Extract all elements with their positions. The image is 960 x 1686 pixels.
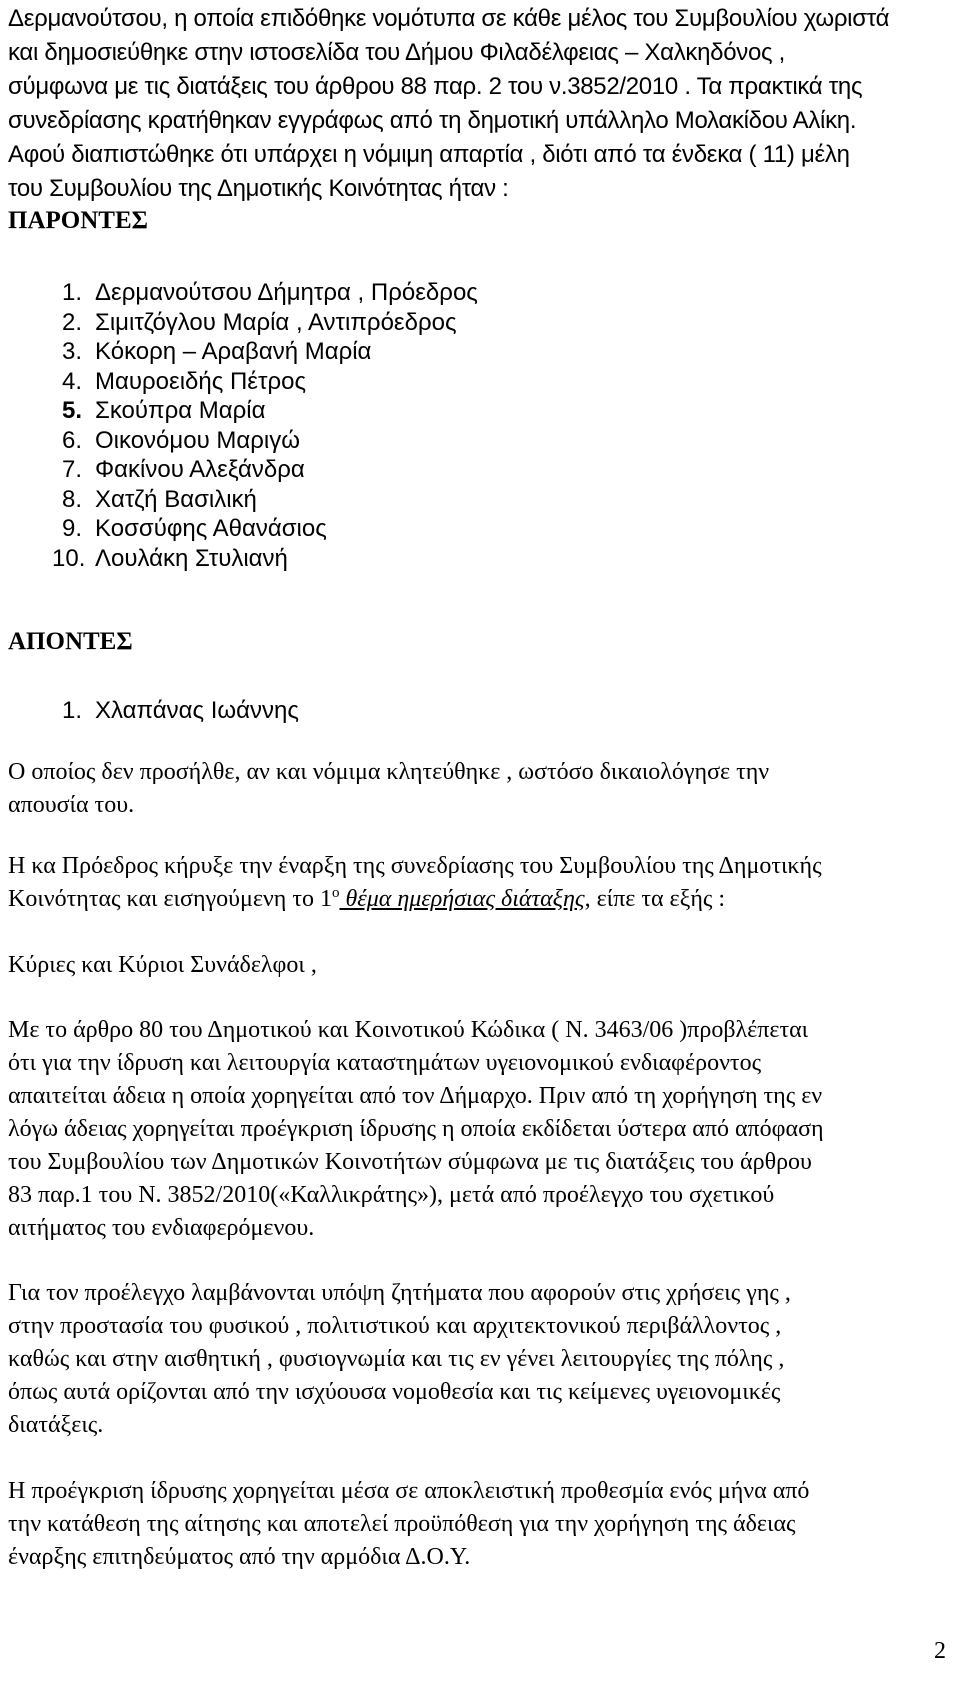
paragraph-approval	[8, 1475, 952, 1574]
list-item	[62, 455, 478, 485]
list-number: 10.	[52, 544, 86, 572]
member-name: Σιμιτζόγλου Μαρία , Αντιπρόεδρος	[95, 308, 457, 336]
paragraph-line: Η προέγκριση ίδρυσης χορηγείται μέσα σε αποκλειστική προθεσμία ενός μήνα από	[8, 1478, 810, 1504]
intro-line: του Συμβουλίου της Δημοτικής Κοινότητας ήταν :	[8, 175, 509, 202]
list-number: 3.	[62, 338, 83, 365]
member-name: Χλαπάνας Ιωάννης	[95, 697, 299, 724]
list-item	[62, 696, 299, 726]
present-heading: ΠΑΡΟΝΤΕΣ	[8, 207, 148, 234]
paragraph-line: λόγω άδειας χορηγείται προέγκριση ίδρυσης η οποία εκδίδεται ύστερα από απόφαση	[8, 1116, 824, 1142]
list-number: 7.	[62, 456, 83, 483]
paragraph-line: διατάξεις.	[8, 1412, 104, 1438]
ordinal-superscript: ο	[331, 885, 340, 901]
intro-line: Δερμανούτσου, η οποία επιδόθηκε νομότυπα σε κάθε μέλος του Συμβουλίου χωριστά	[8, 5, 890, 32]
list-item	[52, 544, 478, 574]
list-number: 5.	[62, 397, 83, 424]
member-name: Σκούπρα Μαρία	[95, 397, 266, 424]
intro-line: σύμφωνα με τις διατάξεις του άρθρου 88 παρ. 2 του ν.3852/2010 . Τα πρακτικά της	[8, 73, 863, 100]
paragraph-line: έναρξης επιτηδεύματος από την αρμόδια Δ.Ο.Υ.	[8, 1544, 471, 1570]
intro-line: και δημοσιεύθηκε στην ιστοσελίδα του Δήμου Φιλαδέλφειας – Χαλκηδόνος ,	[8, 39, 786, 66]
list-item	[62, 308, 478, 338]
paragraph-line: ότι για την ίδρυση και λειτουργία καταστημάτων υγειονομικού ενδιαφέροντος	[8, 1050, 762, 1076]
list-item	[62, 514, 478, 544]
paragraph-line: Για τον προέλεγχο λαμβάνονται υπόψη ζητήματα που αφορούν στις χρήσεις γης ,	[8, 1280, 791, 1306]
intro-line: Αφού διαπιστώθηκε ότι υπάρχει η νόμιμη απαρτία , διότι από τα ένδεκα ( 11) μέλη	[8, 141, 850, 168]
list-number: 8.	[62, 485, 83, 513]
member-name: Οικονόμου Μαριγώ	[95, 426, 300, 454]
opening-line	[8, 883, 952, 916]
paragraph-line: καθώς και στην αισθητική , φυσιογνωμία και τις εν γένει λειτουργίες της πόλης ,	[8, 1346, 785, 1372]
opening-line: Η κα Πρόεδρος κήρυξε την έναρξη της συνεδρίασης του Συμβουλίου της Δημοτικής	[8, 853, 822, 879]
paragraph-line: απαιτείται άδεια η οποία χορηγείται από τον Δήμαρχο. Πριν από τη χορήγηση της εν	[8, 1083, 823, 1109]
opening-paragraph	[8, 850, 952, 916]
member-name: Δερμανούτσου Δήμητρα , Πρόεδρος	[95, 279, 478, 306]
present-members-list	[52, 278, 478, 573]
opening-text: Κοινότητας και εισηγούμενη το 1	[8, 886, 332, 912]
member-name: Φακίνου Αλεξάνδρα	[95, 456, 305, 483]
paragraph-line: Με το άρθρο 80 του Δημοτικού και Κοινοτικού Κώδικα ( Ν. 3463/06 )προβλέπεται	[8, 1017, 809, 1043]
list-item	[62, 426, 478, 456]
absent-members-list	[62, 696, 299, 726]
paragraph-precheck	[8, 1277, 952, 1442]
intro-line: συνεδρίασης κρατήθηκαν εγγράφως από τη δημοτική υπάλληλο Μολακίδου Αλίκη.	[8, 107, 857, 134]
paragraph-law	[8, 1014, 952, 1245]
agenda-item-text: θέμα ημερήσιας διάταξης	[339, 886, 585, 912]
list-item	[62, 337, 478, 367]
list-number: 6.	[62, 426, 83, 454]
member-name: Χατζή Βασιλική	[95, 485, 257, 513]
intro-paragraph	[8, 2, 948, 206]
list-number: 4.	[62, 367, 83, 395]
note-line: Ο οποίος δεν προσήλθε, αν και νόμιμα κλητεύθηκε , ωστόσο δικαιολόγησε την	[8, 759, 770, 785]
note-line: απουσία του.	[8, 792, 135, 818]
salutation: Κύριες και Κύριοι Συνάδελφοι ,	[8, 952, 317, 978]
member-name: Κόκορη – Αραβανή Μαρία	[95, 338, 372, 365]
paragraph-line: στην προστασία του φυσικού , πολιτιστικού και αρχιτεκτονικού περιβάλλοντος ,	[8, 1313, 782, 1339]
list-number: 1.	[62, 697, 83, 724]
paragraph-line: του Συμβουλίου των Δημοτικών Κοινοτήτων σύμφωνα με τις διατάξεις του άρθρου	[8, 1149, 812, 1175]
member-name: Μαυροειδής Πέτρος	[95, 367, 307, 395]
opening-text: , είπε τα εξής :	[584, 886, 726, 912]
list-number: 1.	[62, 279, 83, 306]
absence-note	[8, 756, 952, 822]
absent-heading: ΑΠΟΝΤΕΣ	[8, 628, 133, 655]
member-name: Λουλάκη Στυλιανή	[95, 544, 288, 572]
list-item	[62, 278, 478, 308]
paragraph-line: όπως αυτά ορίζονται από την ισχύουσα νομοθεσία και τις κείμενες υγειονομικές	[8, 1379, 781, 1405]
paragraph-line: 83 παρ.1 του Ν. 3852/2010(«Καλλικράτης»), μετά από προέλεγχο του σχετικού	[8, 1182, 775, 1208]
list-number: 2.	[62, 308, 83, 336]
paragraph-line: την κατάθεση της αίτησης και αποτελεί προϋπόθεση για την χορήγηση της άδειας	[8, 1511, 796, 1537]
member-name: Κοσσύφης Αθανάσιος	[95, 515, 327, 542]
list-item	[62, 396, 478, 426]
page-number: 2	[934, 1638, 946, 1664]
list-number: 9.	[62, 515, 83, 542]
paragraph-line: αιτήματος του ενδιαφερόμενου.	[8, 1215, 315, 1241]
list-item	[62, 485, 478, 515]
list-item	[62, 367, 478, 397]
